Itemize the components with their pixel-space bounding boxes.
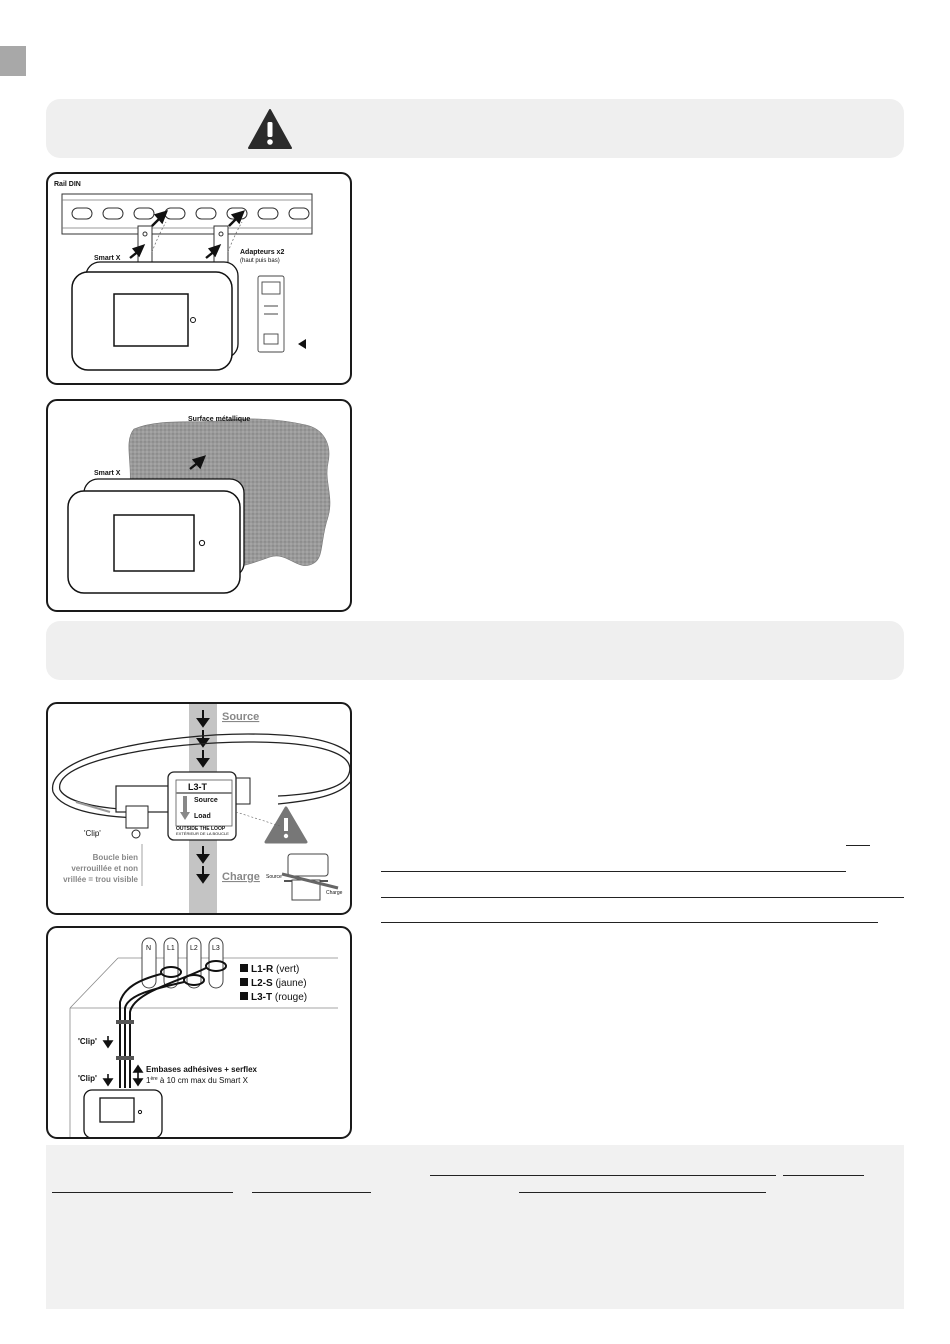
- figure-sensor-clamp: [46, 702, 352, 915]
- cable-l1-label: L1: [167, 945, 175, 952]
- cable-n-label: N: [146, 945, 152, 952]
- text-underline-rule: [381, 922, 878, 923]
- sensor-load-text: Load: [194, 813, 211, 820]
- source-label: Source: [222, 711, 260, 723]
- mini-sensor-illustration: [266, 854, 343, 900]
- loop-note-line1: Boucle bien: [92, 853, 138, 862]
- adapter-detail: [258, 276, 306, 352]
- cable-l2-label: L2: [190, 945, 198, 952]
- text-underline-rule: [52, 1192, 233, 1193]
- bottom-note-block: [46, 1145, 904, 1309]
- bases-label: Embases adhésives + serflex: [146, 1065, 257, 1074]
- figure-metal-surface-mounting: [46, 399, 352, 612]
- charge-label: Charge: [222, 871, 260, 883]
- text-underline-rule: [783, 1175, 864, 1176]
- loop-note-line3: vrillée = trou visible: [63, 875, 138, 884]
- adapters-label: Adapteurs x2: [240, 249, 285, 256]
- distance-arrow: [134, 1066, 142, 1085]
- bases-note: 1ère à 10 cm max du Smart X: [146, 1076, 248, 1085]
- legend-l1: L1-R (vert): [251, 964, 300, 975]
- warning-icon: [266, 808, 306, 842]
- text-underline-rule: [519, 1192, 766, 1193]
- clip-label-top: 'Clip': [78, 1037, 97, 1046]
- figure-din-rail-mounting: [46, 172, 352, 385]
- warning-banner: [46, 99, 904, 158]
- cable-installation-illustration: [48, 928, 350, 1137]
- clip-label-bottom: 'Clip': [78, 1074, 97, 1083]
- sensor-phase: L3-T: [188, 782, 207, 792]
- mini-charge-label: Charge: [326, 890, 343, 896]
- text-underline-rule: [252, 1192, 371, 1193]
- page-tab-marker: [0, 46, 26, 76]
- rail-din-label: Rail DIN: [54, 181, 81, 188]
- adapters-note: (haut puis bas): [240, 258, 280, 264]
- section-banner: [46, 621, 904, 680]
- metal-surface-illustration: [48, 401, 350, 610]
- warning-icon: [247, 108, 293, 150]
- sensor-source-text: Source: [194, 797, 218, 804]
- sensor-clamp-illustration: [48, 704, 350, 913]
- text-underline-rule: [381, 897, 904, 898]
- smart-x-device: [84, 1090, 162, 1137]
- legend-l2: L2-S (jaune): [251, 978, 307, 989]
- text-underline-rule: [381, 871, 846, 872]
- din-rail-illustration: [48, 174, 350, 383]
- loop-note-line2: verrouillée et non: [71, 864, 138, 873]
- cables: [142, 938, 223, 988]
- phase-legend: [240, 964, 307, 1003]
- text-underline-rule: [846, 845, 870, 846]
- rail-slots: [72, 208, 309, 219]
- smart-x-label: Smart X: [94, 255, 121, 262]
- cable-l3-label: L3: [212, 945, 220, 952]
- legend-l3: L3-T (rouge): [251, 992, 308, 1003]
- sensor-outside-fr-text: EXTÉRIEUR DE LA BOUCLE: [176, 831, 229, 836]
- mini-source-label: Source: [266, 874, 282, 880]
- text-underline-rule: [430, 1175, 776, 1176]
- surface-label: Surface métallique: [188, 416, 251, 423]
- sensor-box: [168, 772, 236, 840]
- smart-x-label: Smart X: [94, 470, 121, 477]
- smart-x-device: [72, 262, 238, 370]
- clip-label: 'Clip': [84, 829, 101, 838]
- clip-arrows: [104, 1036, 112, 1085]
- figure-cable-installation: [46, 926, 352, 1139]
- sensor-outside-text: OUTSIDE THE LOOP: [176, 826, 226, 832]
- smart-x-device: [68, 479, 244, 593]
